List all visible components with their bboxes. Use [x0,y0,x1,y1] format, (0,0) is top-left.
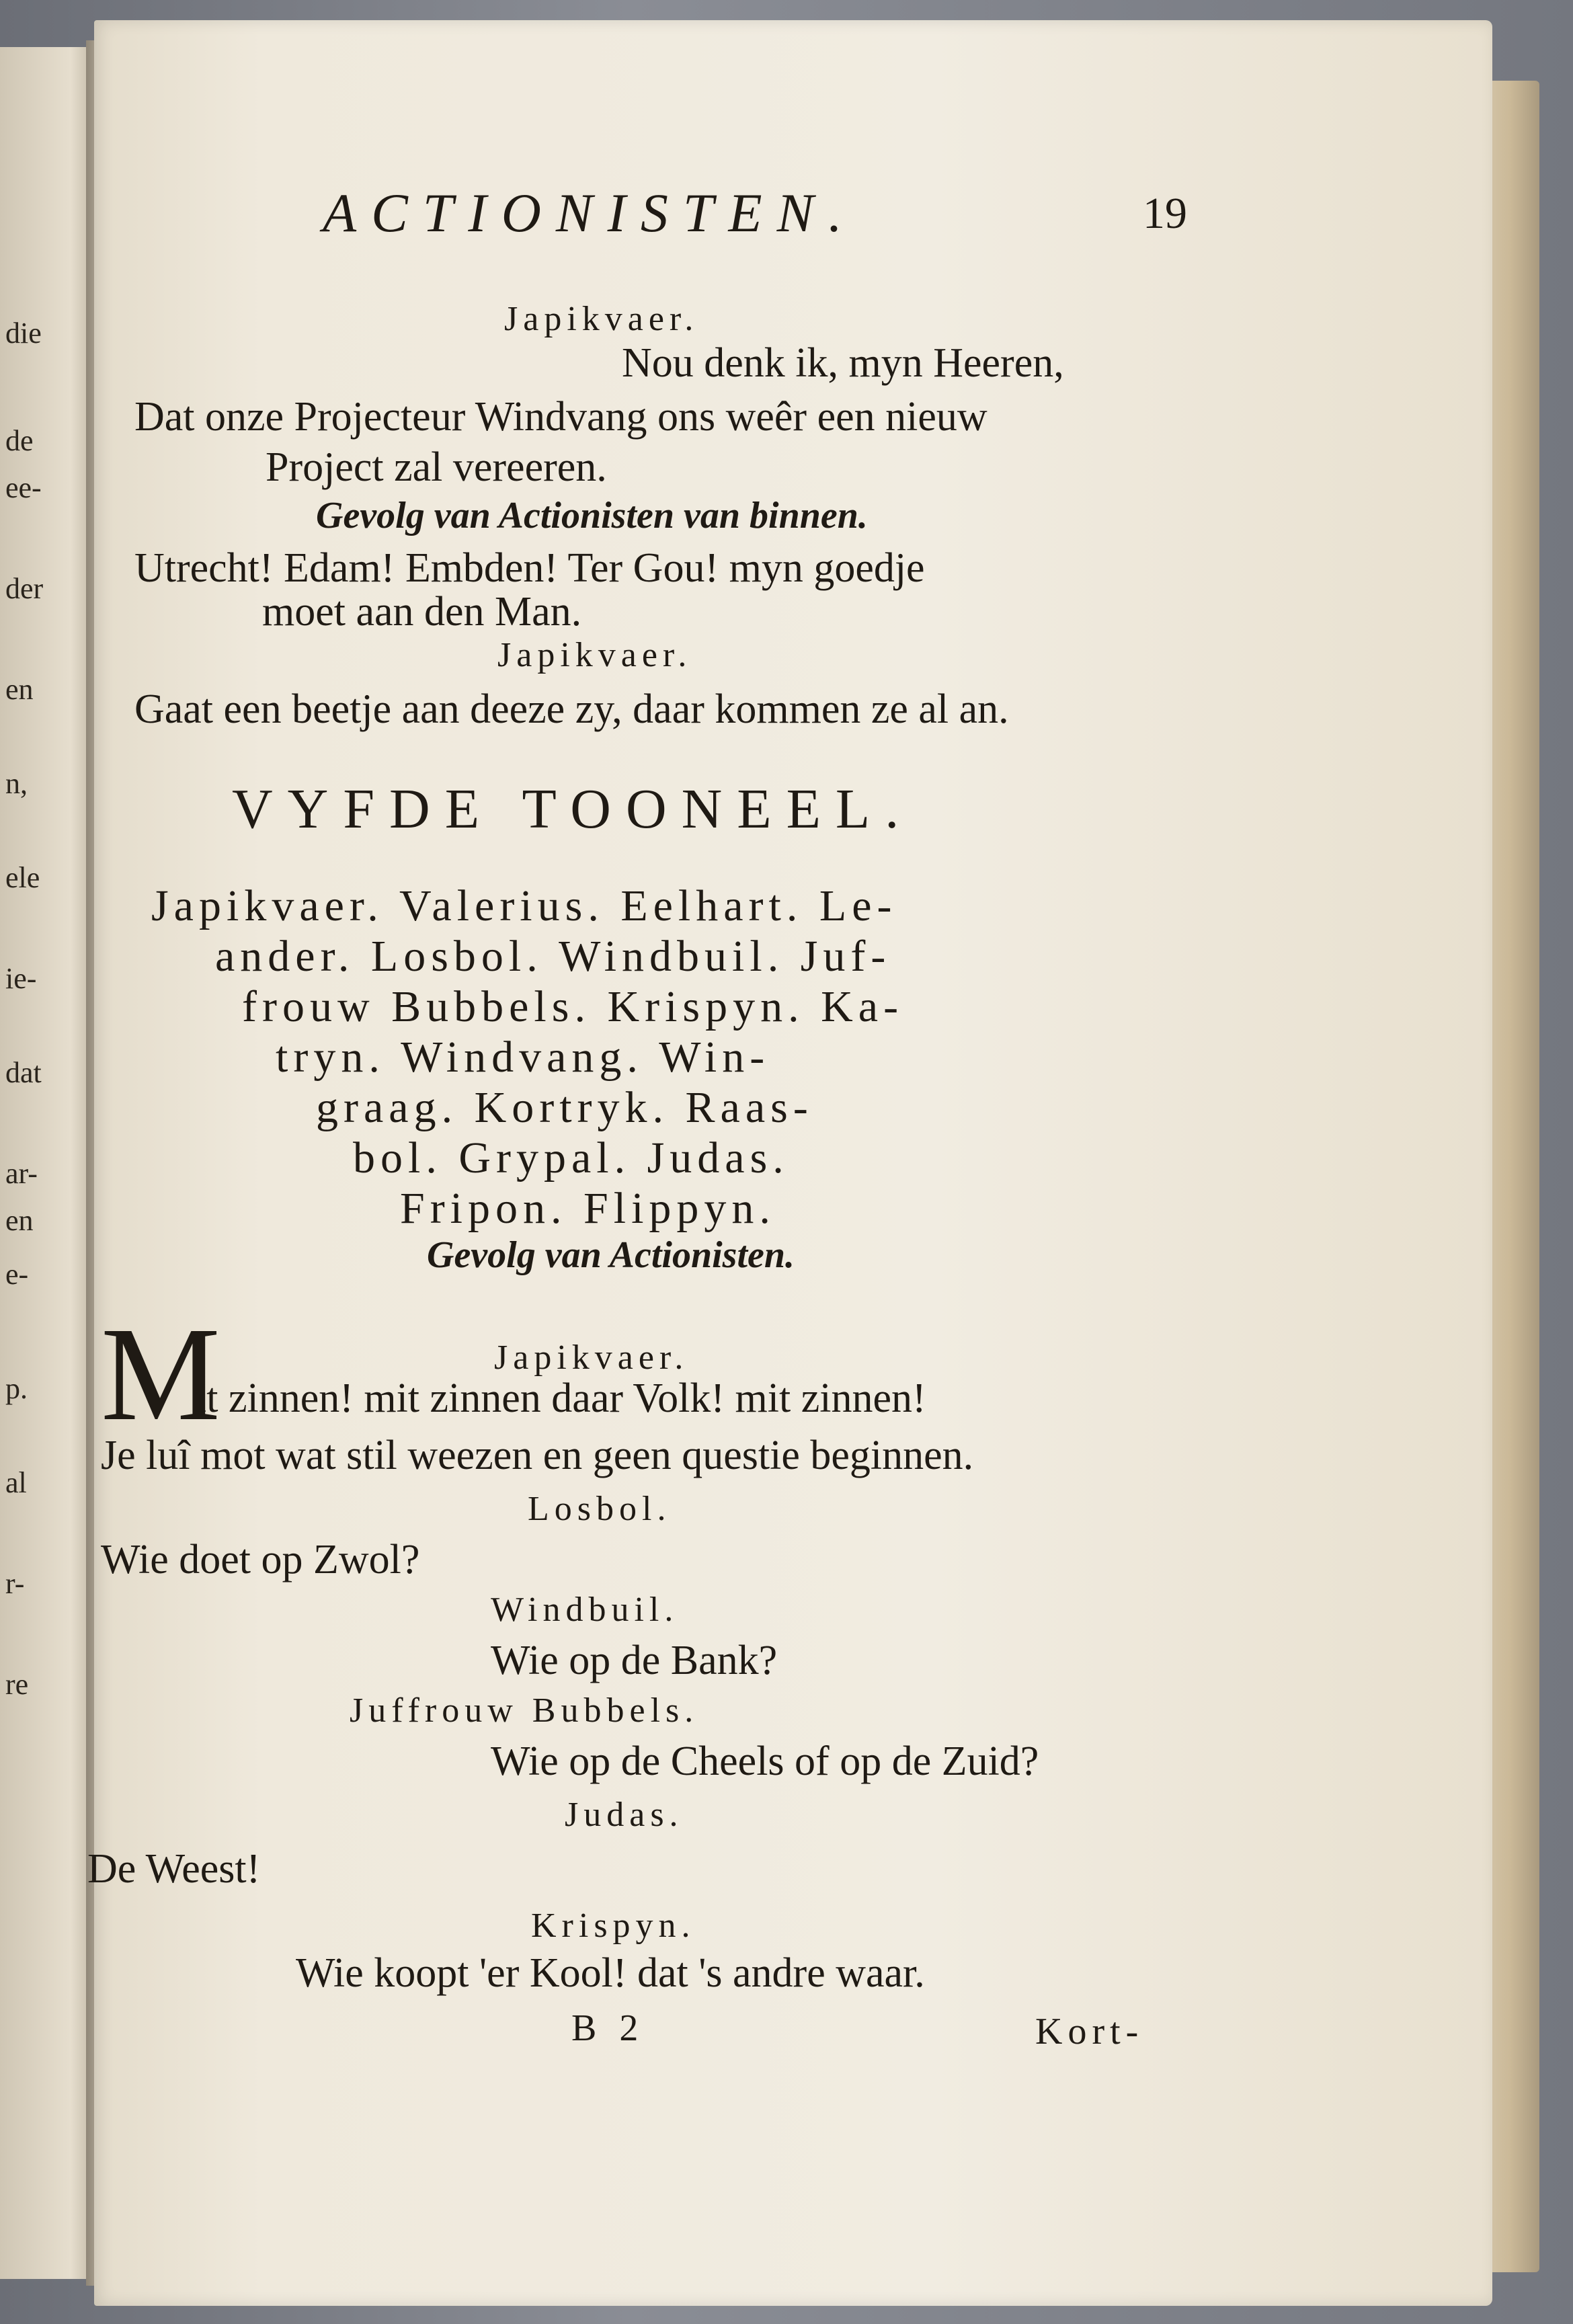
margin-fragment: al [5,1466,27,1499]
verse-line: Dat onze Projecteur Windvang ons weêr een nieuw [134,394,987,440]
margin-fragment: die [5,317,42,350]
drop-cap: M [101,1300,220,1449]
speaker-name: Japikvaer. [494,1338,689,1377]
cast-line: bol. Grypal. Judas. [353,1133,789,1183]
page-number: 19 [1143,189,1187,238]
verse-line: Gaat een beetje aan deeze zy, daar kommen ze al an. [134,686,1009,732]
speaker-name: Judas. [565,1796,684,1834]
verse-line: Utrecht! Edam! Embden! Ter Gou! myn goedje [134,545,925,591]
cast-line: graag. Kortryk. Raas- [316,1083,813,1132]
margin-fragment: en [5,1204,34,1237]
margin-fragment: r- [5,1567,25,1600]
verse-line: Nou denk ik, myn Heeren, [622,340,1064,386]
cast-line: tryn. Windvang. Win- [276,1033,770,1082]
verse-line: Wie doet op Zwol? [101,1537,420,1582]
speaker-name: Krispyn. [531,1907,696,1945]
verse-line: De Weest! [87,1846,261,1892]
cast-line: ander. Losbol. Windbuil. Juf- [215,932,891,981]
stage-direction: Gevolg van Actionisten van binnen. [316,495,868,536]
signature-mark: B 2 [571,2007,645,2049]
catchword: Kort- [1035,2011,1144,2052]
margin-fragment: ele [5,861,40,894]
speaker-name: Losbol. [528,1490,672,1528]
speaker-name: Juffrouw Bubbels. [350,1691,699,1730]
margin-fragment: der [5,572,44,605]
margin-fragment: e- [5,1258,29,1291]
margin-fragment: ee- [5,471,42,504]
cast-line: Japikvaer. Valerius. Eelhart. Le- [151,881,897,930]
verse-line: Wie op de Bank? [491,1638,778,1683]
speaker-name: Japikvaer. [504,300,699,338]
margin-fragment: p. [5,1372,28,1405]
margin-fragment: ie- [5,962,37,995]
margin-fragment: n, [5,767,28,800]
verse-line: Wie koopt 'er Kool! dat 's andre waar. [296,1950,925,1996]
margin-fragment: de [5,424,34,457]
verse-line: Project zal vereeren. [266,444,607,490]
scene-title: VYFDE TOONEEL. [232,778,914,840]
speaker-name: Japikvaer. [497,636,692,674]
cast-line: Fripon. Flippyn. [400,1184,776,1233]
speaker-name: Windbuil. [491,1591,679,1629]
verse-line: it zinnen! mit zinnen daar Volk! mit zinnen! [195,1375,926,1421]
running-title: ACTIONISTEN. [323,182,857,243]
verse-line: Je luî mot wat stil weezen en geen questie beginnen. [101,1433,974,1478]
margin-fragment: ar- [5,1157,38,1190]
margin-fragment: en [5,673,34,706]
verse-line: Wie op de Cheels of op de Zuid? [491,1738,1039,1784]
margin-fragment: dat [5,1056,42,1089]
verse-line: moet aan den Man. [262,589,582,635]
margin-fragment: re [5,1668,29,1701]
stage-direction: Gevolg van Actionisten. [427,1234,795,1276]
cast-line: frouw Bubbels. Krispyn. Ka- [242,982,904,1031]
